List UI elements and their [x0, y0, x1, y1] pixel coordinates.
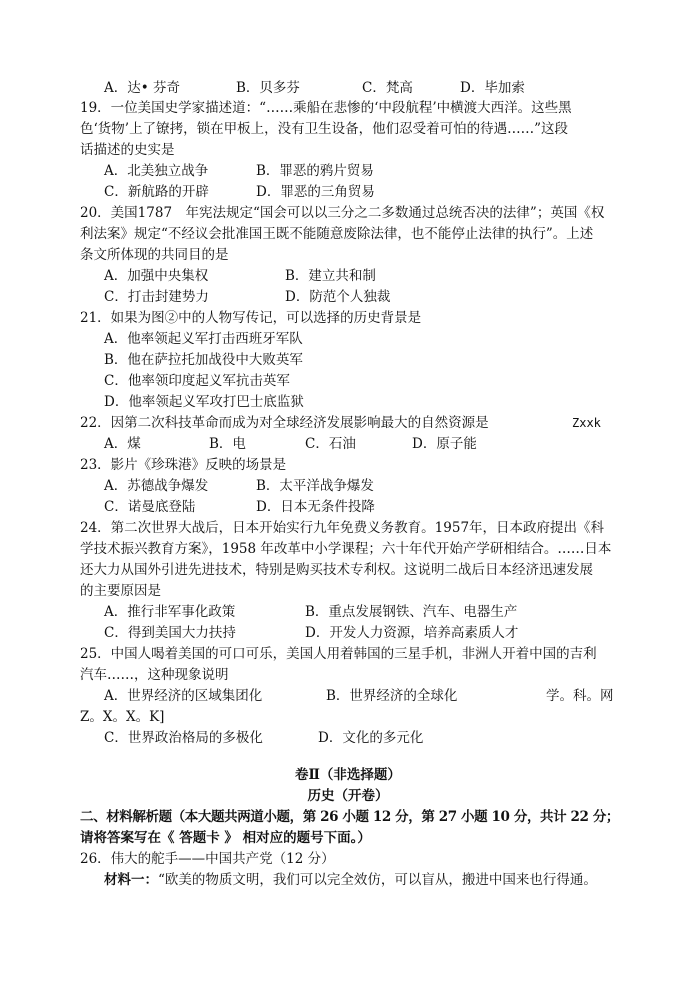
q21-stem: 21．如果为图②中的人物写传记，可以选择的历史背景是: [80, 310, 422, 326]
q25-option-c: C．世界政治格局的多极化: [104, 730, 263, 746]
q20-option-c: C．打击封建势力: [104, 289, 209, 305]
q21-option-c: C．他率领印度起义军抗击英军: [104, 373, 290, 389]
material-1-label: 材料一：: [104, 872, 158, 888]
q19-stem-line-2: 色‘货物’上了镣拷，锁在甲板上，没有卫生设备，他们忍受着可怕的待遇……”这段: [80, 121, 568, 137]
q25-option-d: D．文化的多元化: [318, 730, 424, 746]
part2-title: 卷Ⅱ（非选择题）: [295, 767, 401, 783]
q24-option-a: A．推行非军事化政策: [104, 604, 236, 620]
q19-option-c: C．新航路的开辟: [104, 184, 209, 200]
q19-stem-line-3: 话描述的史实是: [80, 142, 175, 158]
q23-option-a: A．苏德战争爆发: [104, 478, 209, 494]
q22-option-c: C．石油: [305, 436, 356, 452]
section-heading-line-1: 二、材料解析题（本大题共两道小题，第 26 小题 12 分，第 27 小题 10 分，共计 22 分；: [80, 809, 620, 825]
q25-watermark-2: Z。X。X。K]: [80, 709, 165, 725]
q22-stem: 22．因第二次科技革命而成为对全球经济发展影响最大的自然资源是: [80, 415, 489, 431]
q23-option-d: D．日本无条件投降: [256, 499, 375, 515]
part2-subtitle: 历史（开卷）: [307, 788, 389, 804]
material-1-text: “欧美的物质文明，我们可以完全效仿，可以盲从，搬进中国来也行得通。: [158, 872, 597, 888]
q22-option-b: B．电: [209, 436, 246, 452]
q19-option-b: B．罪恶的鸦片贸易: [256, 163, 374, 179]
q20-stem-line-2: 利法案》规定“不经议会批准国王既不能随意废除法律，也不能停止法律的执行”。上述: [80, 226, 594, 242]
q21-option-a: A．他率领起义军打击西班牙军队: [104, 331, 303, 347]
q18-option-a: A．达• 芬奇: [104, 80, 181, 96]
q25-stem-line-1: 25．中国人喝着美国的可口可乐，美国人用着韩国的三星手机，非洲人开着中国的吉利: [80, 646, 597, 662]
q24-option-b: B．重点发展钢铁、汽车、电器生产: [305, 604, 518, 620]
q24-option-c: C．得到美国大力扶持: [104, 625, 236, 641]
q18-option-d: D．毕加索: [460, 80, 525, 96]
q24-stem-line-1: 24．第二次世界大战后，日本开始实行九年免费义务教育。1957年，日本政府提出《科: [80, 520, 605, 536]
q19-option-a: A．北美独立战争: [104, 163, 209, 179]
q19-stem-line-1: 19．一位美国史学家描述道：“……乘船在悲惨的‘中段航程’中横渡大西洋。这些黑: [80, 100, 572, 116]
q24-stem-line-2: 学技术振兴教育方案》，1958 年改革中小学课程；六十年代开始产学研相结合。……日本: [80, 541, 612, 557]
q25-option-a: A．世界经济的区域集团化: [104, 688, 263, 704]
section-heading-line-2: 请将答案写在《 答题卡 》 相对应的题号下面。）: [80, 830, 371, 846]
q26-title: 26．伟大的舵手——中国共产党（12 分）: [80, 851, 335, 867]
q24-option-d: D．开发人力资源，培养高素质人才: [305, 625, 519, 641]
q21-option-d: D．他率领起义军攻打巴士底监狱: [104, 394, 304, 410]
q21-option-b: B．他在萨拉托加战役中大败英军: [104, 352, 303, 368]
q19-option-d: D．罪恶的三角贸易: [256, 184, 375, 200]
q25-watermark-1: 学。科。网: [546, 688, 614, 704]
q20-option-b: B．建立共和制: [285, 268, 376, 284]
q23-option-b: B．太平洋战争爆发: [256, 478, 374, 494]
q20-option-d: D．防范个人独裁: [285, 289, 391, 305]
q23-option-c: C．诺曼底登陆: [104, 499, 196, 515]
q20-option-a: A．加强中央集权: [104, 268, 209, 284]
q24-stem-line-4: 的主要原因是: [80, 583, 161, 599]
q22-option-a: A．煤: [104, 436, 141, 452]
q25-stem-line-2: 汽车……，这种现象说明: [80, 667, 229, 683]
q23-stem: 23．影片《珍珠港》反映的场景是: [80, 457, 287, 473]
q20-stem-line-1: 20．美国1787 年宪法规定“国会可以以三分之二多数通过总统否决的法律”；英国《权: [80, 205, 605, 221]
q24-stem-line-3: 还大力从国外引进先进技术，特别是购买技术专利权。这说明二战后日本经济迅速发展: [80, 562, 593, 578]
q22-watermark: Zxxk: [572, 416, 601, 430]
q22-option-d: D．原子能: [412, 436, 477, 452]
q25-option-b: B．世界经济的全球化: [326, 688, 458, 704]
q18-option-c: C．梵高: [362, 80, 413, 96]
q20-stem-line-3: 条文所体现的共同目的是: [80, 247, 229, 263]
q18-option-b: B．贝多芬: [236, 80, 300, 96]
q26-material-1: [104, 870, 597, 890]
